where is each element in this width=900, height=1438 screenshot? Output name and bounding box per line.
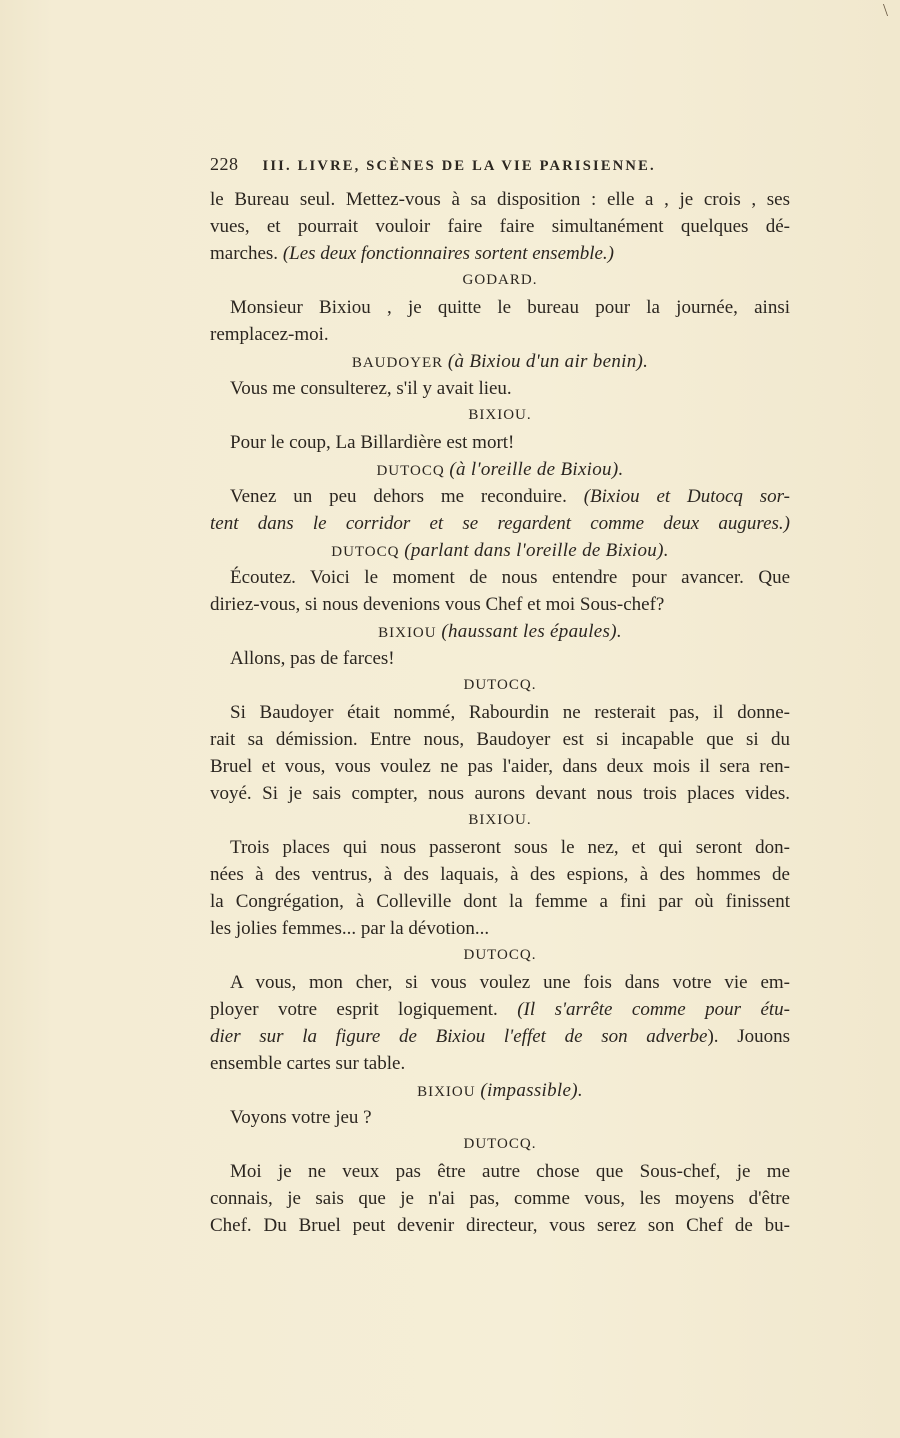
line-text: ployer votre esprit logiquement. [210,999,518,1020]
text-line: les jolies femmes... par la dévotion... [210,918,490,939]
text-line: rait sa démission. Entre nous, Baudoyer est si incapable que si du [210,729,790,750]
stage-direction: (Bixiou et Dutocq sor- [583,486,790,507]
text-line: connais, je sais que je n'ai pas, comme vous, les moyens d'être [210,1188,790,1209]
text-line: A vous, mon cher, si vous voulez une fois dans votre vie em- [230,972,790,993]
speaker-label: DUTOCQ [331,544,405,560]
text-line: Moi je ne veux pas être autre chose que Sous-chef, je me [230,1161,790,1182]
speaker-name: DUTOCQ. [463,947,537,963]
speaker-name [210,348,790,375]
running-head: III. LIVRE, SCÈNES DE LA VIE PARISIENNE. [262,158,656,174]
text-line: remplacez-moi. [210,324,329,345]
line-text: marches. [210,243,283,264]
speaker-name: DUTOCQ. [463,1136,537,1152]
stage-direction: (à l'oreille de Bixiou). [449,459,624,480]
text-line: vues, et pourrait vouloir faire faire simultanément quelques dé- [210,216,790,237]
text-line [210,240,790,267]
text-line: la Congrégation, à Colleville dont la femme a fini par où finissent [210,891,790,912]
text-line: Voyons votre jeu ? [230,1107,372,1128]
stage-direction: (parlant dans l'oreille de Bixiou). [404,540,669,561]
text-line: diriez-vous, si nous devenions vous Chef et moi Sous-chef? [210,594,665,615]
speaker-name: BIXIOU. [468,812,532,828]
line-text: Venez un peu dehors me reconduire. [230,486,584,507]
speaker-name: GODARD. [462,272,538,288]
text-block [210,154,790,1239]
text-line: Chef. Du Bruel peut devenir directeur, vous serez son Chef de bu- [210,1215,790,1236]
stage-direction: (Il s'arrête comme pour étu- [517,999,790,1020]
text-line [210,996,790,1023]
stage-direction: dier sur la figure de Bixiou l'effet de son adverbe [210,1026,708,1047]
text-line: Si Baudoyer était nommé, Rabourdin ne resterait pas, il donne- [230,702,790,723]
text-line: Écoutez. Voici le moment de nous entendre pour avancer. Que [230,567,790,588]
stage-direction-line: tent dans le corridor et se regardent comme deux augures.) [210,513,790,534]
text-line: Vous me consulterez, s'il y avait lieu. [230,378,512,399]
text-line: Monsieur Bixiou , je quitte le bureau pour la journée, ainsi [230,297,790,318]
text-line: voyé. Si je sais compter, nous aurons devant nous trois places vides. [210,783,790,804]
stage-direction: (à Bixiou d'un air benin). [447,351,649,372]
stage-direction: (impassible). [480,1080,583,1101]
text-line [210,483,790,510]
speaker-name [210,618,790,645]
speaker-label: BIXIOU [417,1084,481,1100]
page-number: 228 [210,154,239,174]
text-line: le Bureau seul. Mettez-vous à sa disposition : elle a , je crois , ses [210,189,790,210]
stage-direction: (Les deux fonctionnaires sortent ensemble.) [282,243,615,264]
line-text: ). Jouons [707,1026,790,1047]
text-line: Bruel et vous, vous voulez ne pas l'aider, dans deux mois il sera ren- [210,756,790,777]
text-line [210,1023,790,1050]
stage-direction: (haussant les épaules). [441,621,622,642]
speaker-name [210,456,790,483]
text-line: Allons, pas de farces! [230,648,395,669]
text-line: ensemble cartes sur table. [210,1053,406,1074]
edge-mark: \ [882,0,888,20]
speaker-name [210,537,790,564]
speaker-label: BAUDOYER [351,355,448,371]
speaker-name: BIXIOU. [468,407,532,423]
page-header [210,154,790,181]
speaker-name [210,1077,790,1104]
text-line: Pour le coup, La Billardière est mort! [230,432,515,453]
text-line: Trois places qui nous passeront sous le nez, et qui seront don- [230,837,790,858]
text-line: nées à des ventrus, à des laquais, à des espions, à des hommes de [210,864,790,885]
speaker-label: BIXIOU [378,625,442,641]
speaker-name: DUTOCQ. [463,677,537,693]
speaker-label: DUTOCQ [376,463,450,479]
